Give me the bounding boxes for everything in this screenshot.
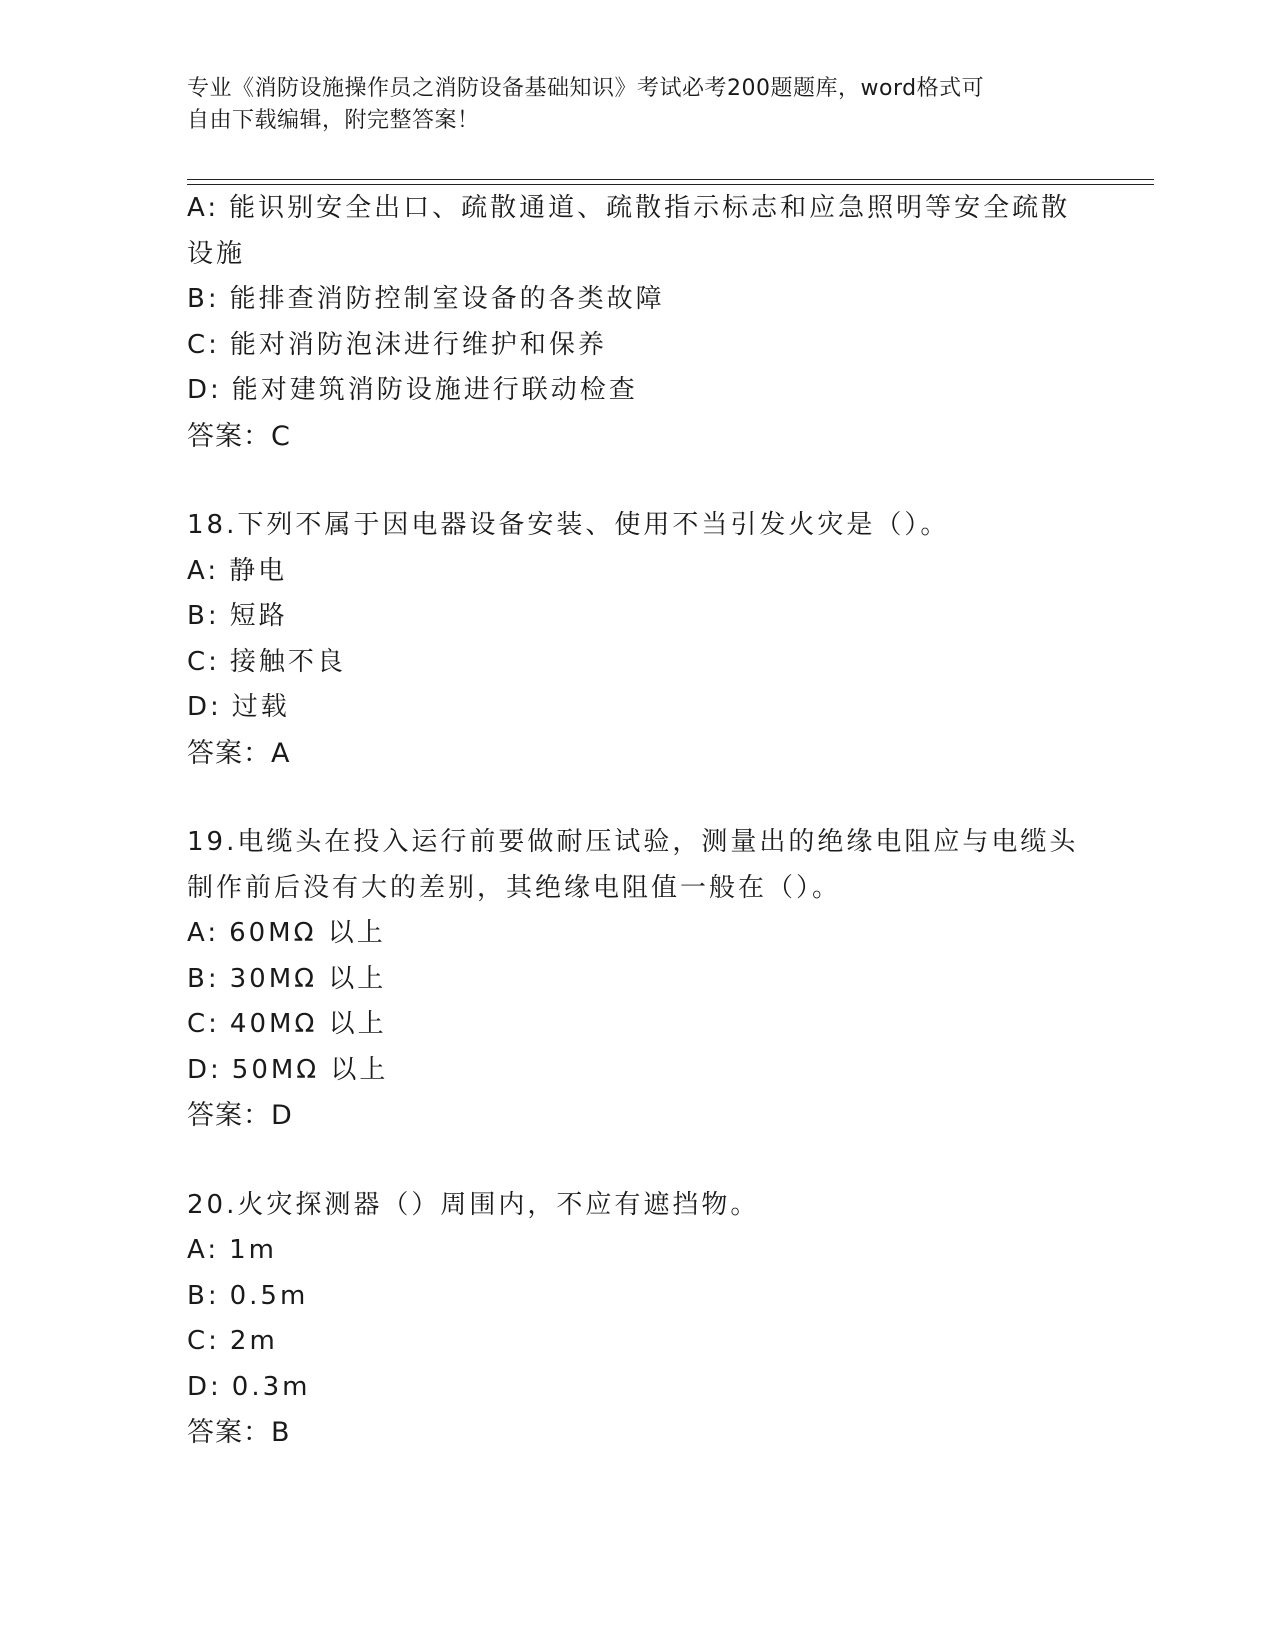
option-text: 1m [229, 1235, 277, 1265]
answer-option [187, 549, 1087, 595]
answer-key: 答案：C [187, 420, 291, 452]
answer-option [187, 232, 1087, 278]
answer-option [187, 957, 1087, 1003]
question-block [187, 186, 1087, 459]
option-text: 设施 [187, 238, 246, 269]
option-text: 接触不良 [229, 646, 346, 677]
answer-option [187, 1228, 1087, 1274]
option-label: D: [187, 1371, 222, 1402]
header-line-1: 专业《消防设施操作员之消防设备基础知识》考试必考200题题库，word格式可 [187, 76, 985, 101]
answer-option [187, 685, 1087, 731]
answer-option [187, 594, 1087, 640]
option-label: D: [187, 375, 222, 405]
option-label: C: [187, 329, 220, 360]
question-block [187, 503, 1087, 776]
question-stem: 制作前后没有大的差别，其绝缘电阻值一般在（）。 [187, 872, 842, 903]
option-text: 能识别安全出口、疏散通道、疏散指示标志和应急照明等安全疏散 [229, 193, 1071, 223]
option-label: D: [187, 1054, 222, 1085]
question-spacer [187, 459, 1087, 503]
answer-option [187, 1319, 1087, 1365]
option-text: 60MΩ 以上 [229, 918, 386, 948]
option-text: 0.5m [229, 1280, 309, 1311]
answer-key: 答案：D [187, 1100, 293, 1131]
answer-key: 答案：A [187, 737, 291, 769]
option-label: C: [187, 1326, 220, 1356]
answer-option [187, 640, 1087, 686]
option-label: B: [187, 601, 220, 631]
answer-key: 答案：B [187, 1417, 291, 1448]
option-text: 短路 [229, 601, 288, 631]
option-text: 2m [229, 1326, 278, 1356]
option-text: 静电 [229, 555, 288, 586]
document-header [187, 73, 1067, 137]
question-spacer [187, 776, 1087, 820]
option-text: 能对消防泡沫进行维护和保养 [229, 329, 607, 360]
option-text: 过载 [231, 692, 290, 722]
answer-option [187, 277, 1087, 323]
answer-option [187, 911, 1087, 957]
option-text: 50MΩ 以上 [231, 1054, 389, 1085]
option-label: A: [187, 193, 220, 223]
header-divider-bottom [187, 184, 1154, 185]
option-label: B: [187, 284, 220, 314]
question-block [187, 820, 1087, 1139]
header-line-2: 自由下载编辑，附完整答案！ [187, 108, 480, 133]
question-stem: 18.下列不属于因电器设备安装、使用不当引发火灾是（）。 [187, 510, 950, 540]
answer-option [187, 1002, 1087, 1048]
option-text: 40MΩ 以上 [229, 1009, 387, 1039]
question-list [187, 186, 1087, 1456]
answer-option [187, 368, 1087, 414]
option-label: B: [187, 1280, 220, 1311]
option-label: C: [187, 646, 220, 677]
answer-option [187, 1048, 1087, 1094]
answer-option [187, 186, 1087, 232]
question-stem: 19.电缆头在投入运行前要做耐压试验，测量出的绝缘电阻应与电缆头 [187, 827, 1079, 857]
option-label: B: [187, 963, 220, 994]
option-label: C: [187, 1009, 220, 1039]
option-text: 能排查消防控制室设备的各类故障 [229, 284, 665, 314]
answer-option [187, 1274, 1087, 1320]
option-label: A: [187, 1235, 220, 1265]
question-spacer [187, 1139, 1087, 1183]
question-block [187, 1183, 1087, 1456]
answer-option [187, 1365, 1087, 1411]
header-divider-top [187, 179, 1154, 180]
answer-option [187, 323, 1087, 369]
option-text: 0.3m [231, 1371, 311, 1402]
option-label: A: [187, 555, 220, 586]
option-text: 能对建筑消防设施进行联动检查 [231, 375, 638, 405]
question-stem: 20.火灾探测器（）周围内，不应有遮挡物。 [187, 1189, 760, 1220]
option-label: D: [187, 692, 222, 722]
option-text: 30MΩ 以上 [229, 963, 387, 994]
option-label: A: [187, 918, 220, 948]
